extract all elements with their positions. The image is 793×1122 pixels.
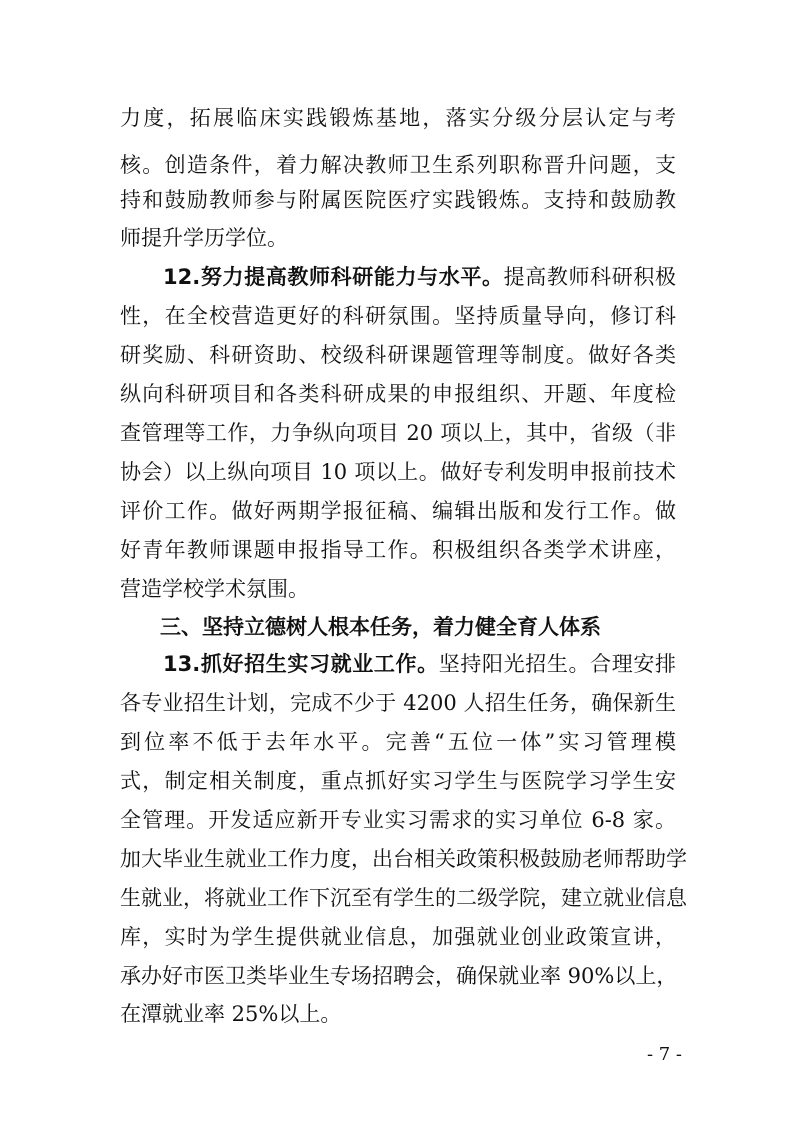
section-13-title: 13.抓好招生实习就业工作。 (163, 652, 439, 676)
section-12-line-1-text: 提高教师科研积极 (503, 265, 676, 289)
section-13-line-2: 各专业招生计划，完成不少于 4200 人招生任务，确保新生 (120, 691, 676, 715)
section-12-line-6: 协会）以上纵向项目 10 项以上。做好专利发明申报前技术 (120, 460, 676, 484)
section-12-line-7: 评价工作。做好两期学报征稿、编辑出版和发行工作。做 (120, 499, 676, 523)
section-12-line-9: 营造学校学术氛围。 (120, 577, 309, 601)
section-12-line-2: 性，在全校营造更好的科研氛围。坚持质量导向，修订科 (120, 304, 676, 328)
section-12-line-8: 好青年教师课题申报指导工作。积极组织各类学术讲座， (120, 538, 676, 562)
paragraph-1-line-2: 核。创造条件，着力解决教师卫生系列职称晋升问题，支 (120, 153, 676, 177)
paragraph-1-line-4: 师提升学历学位。 (120, 226, 288, 250)
page-number: - 7 - (646, 1044, 682, 1065)
section-13-line-1-text: 坚持阳光招生。合理安排 (438, 652, 677, 676)
section-13-line-8: 库，实时为学生提供就业信息，加强就业创业政策宣讲， (120, 925, 676, 949)
section-13-first-line (163, 650, 676, 678)
section-13-line-10: 在潭就业率 25%以上。 (120, 1002, 342, 1026)
paragraph-1-line-3: 持和鼓励教师参与附属医院医疗实践锻炼。支持和鼓励教 (120, 188, 676, 212)
section-13-line-5: 全管理。开发适应新开专业实习需求的实习单位 6-8 家。 (120, 808, 676, 832)
section-13-line-3: 到位率不低于去年水平。完善“五位一体”实习管理模 (120, 730, 676, 754)
section-12-line-3: 研奖励、科研资助、校级科研课题管理等制度。做好各类 (120, 343, 676, 367)
paragraph-1-line-1: 力度，拓展临床实践锻炼基地，落实分级分层认定与考 (120, 106, 676, 130)
section-13-line-7: 生就业，将就业工作下沉至有学生的二级学院，建立就业信息 (120, 886, 687, 910)
section-12-title: 12.努力提高教师科研能力与水平。 (163, 265, 504, 289)
section-13-line-6: 加大毕业生就业工作力度，出台相关政策积极鼓励老师帮助学 (120, 847, 687, 871)
section-13-line-4: 式，制定相关制度，重点抓好实习学生与医院学习学生安 (120, 769, 676, 793)
section-13-line-9: 承办好市医卫类毕业生专场招聘会，确保就业率 90%以上， (120, 964, 678, 988)
section-12-first-line (163, 263, 676, 291)
section-12-line-5: 查管理等工作，力争纵向项目 20 项以上，其中，省级（非 (120, 421, 676, 445)
section-12-line-4: 纵向科研项目和各类科研成果的申报组织、开题、年度检 (120, 382, 676, 406)
section-heading-3: 三、坚持立德树人根本任务，着力健全育人体系 (160, 615, 601, 639)
